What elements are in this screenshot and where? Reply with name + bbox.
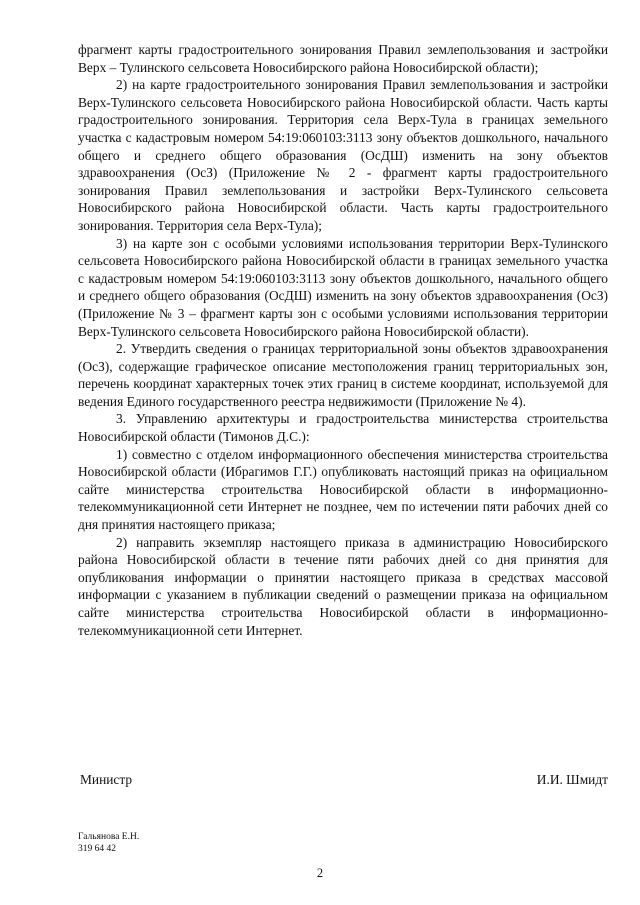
paragraph-section-3-item-2: 2) направить экземпляр настоящего приказа в администрацию Новосибирского района Новосибирской области в течение пяти рабочих дней со дня принятия для опубликования информации о принятии настоящего приказа в средствах массовой информации с указанием в публикации сведений о размещении приказа на официальном сайте министерства строительства Новосибирской области в информационно-телекоммуникационной сети Интернет.: [78, 534, 608, 638]
paragraph-item-2: 2) на карте градостроительного зонирования Правил землепользования и застройки Верх-Тулинского сельсовета Новосибирского района Новосибирской области. Часть карты градостроительного зонирования. Территория села Верх-Тула в границах земельного участка с кадастровым номером 54:19:060103:3113 зону объектов дошкольного, начального общего и среднего общего образования (ОсДШ) изменить на зону объектов здравоохранения (ОсЗ) (Приложение № 2 - фрагмент карты градостроительного зонирования Правил землепользования и застройки Верх-Тулинского сельсовета Новосибирского района Новосибирской области. Часть карты градостроительного зонирования. Территория села Верх-Тула);: [78, 77, 608, 233]
executor-block: [78, 831, 139, 855]
paragraph-section-2: 2. Утвердить сведения о границах территориальной зоны объектов здравоохранения (ОсЗ), содержащие графическое описание местоположения границ территориальных зон, перечень координат характерных точек этих границ в системе координат, используемой для ведения Единого государственного реестра недвижимости (Приложение № 4).: [78, 341, 608, 409]
page-number: 2: [316, 866, 324, 880]
signatory-position: Министр: [80, 772, 133, 787]
paragraph-continuation: фрагмент карты градостроительного зонирования Правил землепользования и застройки Верх – Тулинского сельсовета Новосибирского района Новосибирской области);: [78, 42, 608, 75]
signatory-name: И.И. Шмидт: [536, 772, 608, 787]
document-body: [78, 41, 608, 639]
executor-phone: 319 64 42: [78, 844, 116, 854]
paragraph-section-3-item-1: 1) совместно с отделом информационного обеспечения министерства строительства Новосибирской области (Ибрагимов Г.Г.) опубликовать настоящий приказ на официальном сайте министерства строительства Новосибирской области в информационно-телекоммуникационной сети Интернет не позднее, чем по истечении пяти рабочих дней со дня принятия настоящего приказа;: [78, 446, 608, 533]
executor-name: Гальянова Е.Н.: [78, 832, 140, 842]
paragraph-item-3: 3) на карте зон с особыми условиями использования территории Верх-Тулинского сельсовета Новосибирского района Новосибирской области в границах земельного участка с кадастровым номером 54:19:060103:3113 зону объектов дошкольного, начального общего и среднего общего образования (ОсДШ) изменить на зону объектов здравоохранения (ОсЗ) (Приложение № 3 – фрагмент карты зон с особыми условиями использования территории Верх-Тулинского сельсовета Новосибирского района Новосибирской области).: [78, 235, 608, 339]
paragraph-section-3: 3. Управлению архитектуры и градостроительства министерства строительства Новосибирской области (Тимонов Д.С.):: [78, 411, 608, 445]
